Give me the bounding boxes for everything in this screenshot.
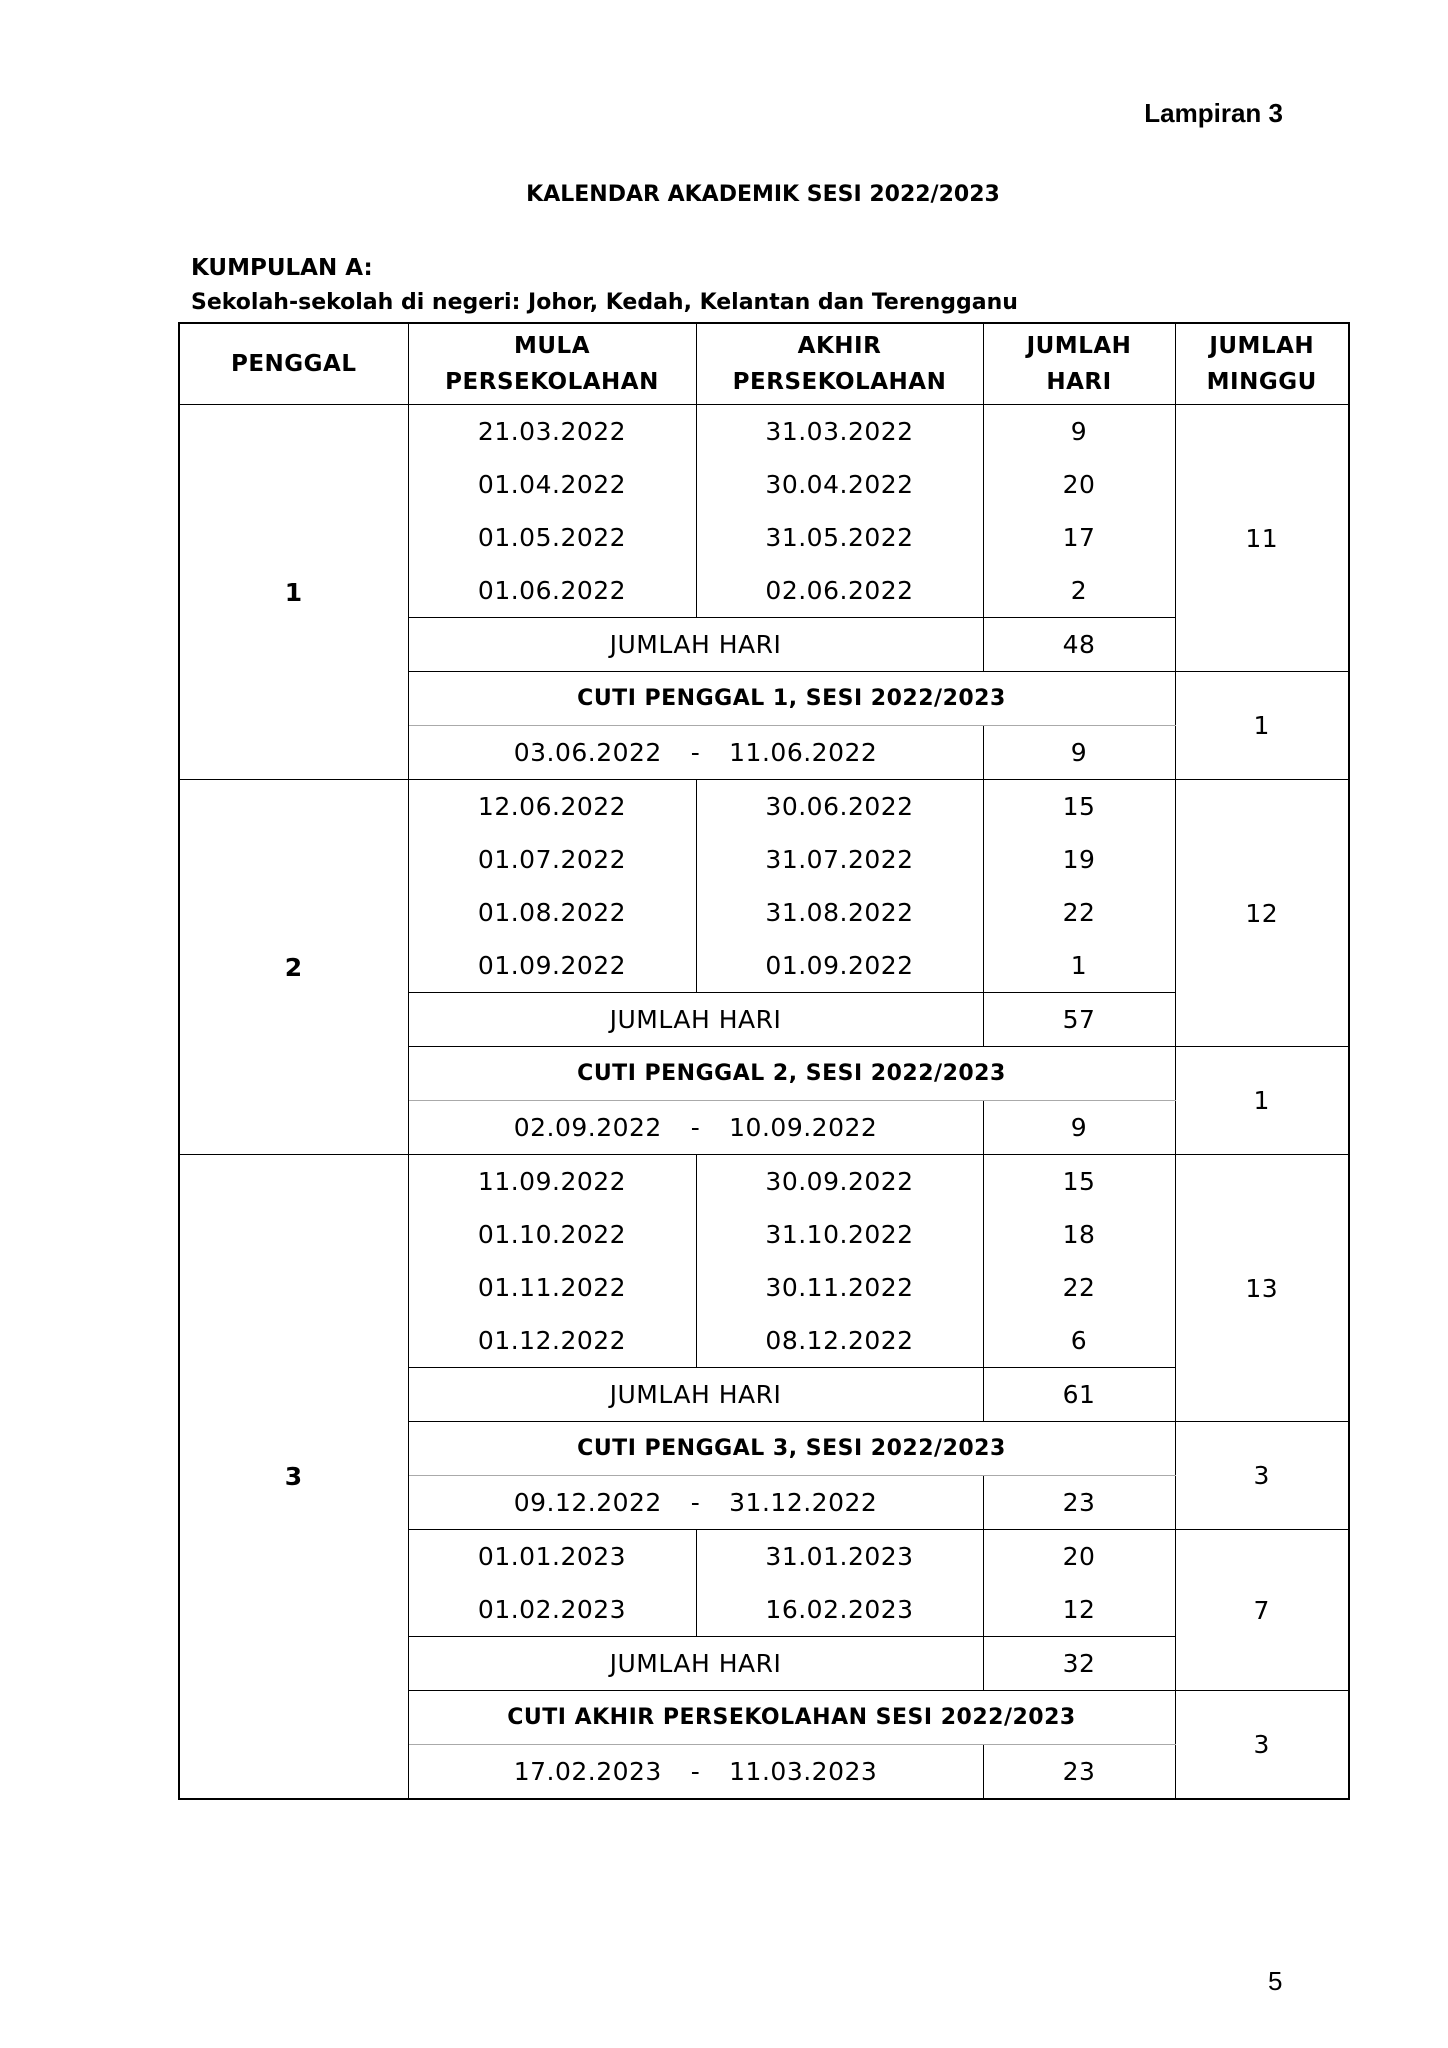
holiday-title: CUTI PENGGAL 1, SESI 2022/2023: [408, 672, 1175, 726]
day-count: 9: [983, 405, 1175, 459]
table-header-row: [179, 323, 1349, 405]
day-count: 12: [983, 1583, 1175, 1637]
start-date: 01.05.2022: [408, 511, 696, 564]
table-row: [179, 1155, 1349, 1209]
day-count: 22: [983, 1261, 1175, 1314]
day-count: 2: [983, 564, 1175, 618]
penggal-number: 1: [179, 405, 408, 780]
total-label: JUMLAH HARI: [408, 1368, 983, 1422]
total-label: JUMLAH HARI: [408, 618, 983, 672]
end-date: 30.09.2022: [696, 1155, 983, 1209]
states-label: Sekolah-sekolah di negeri: Johor, Kedah, Kelantan dan Terengganu: [191, 290, 1018, 315]
holiday-days: 9: [983, 1101, 1175, 1155]
day-count: 18: [983, 1208, 1175, 1261]
total-days: 61: [983, 1368, 1175, 1422]
page-number: 5: [1268, 1966, 1283, 1996]
header-akhir: [696, 323, 983, 405]
holiday-title: CUTI PENGGAL 2, SESI 2022/2023: [408, 1047, 1175, 1101]
penggal-number: 2: [179, 780, 408, 1155]
week-count: 7: [1175, 1530, 1349, 1691]
holiday-date-range: 02.09.2022 - 10.09.2022: [408, 1101, 983, 1155]
header-text: MINGGU: [1206, 369, 1317, 395]
day-count: 15: [983, 1155, 1175, 1209]
day-count: 20: [983, 458, 1175, 511]
header-text: HARI: [1046, 369, 1112, 395]
holiday-weeks: 1: [1175, 672, 1349, 780]
annex-label: Lampiran 3: [1144, 98, 1283, 128]
header-penggal: PENGGAL: [179, 323, 408, 405]
end-date: 30.06.2022: [696, 780, 983, 834]
header-text: JUMLAH: [1209, 333, 1315, 359]
document-title: KALENDAR AKADEMIK SESI 2022/2023: [526, 182, 1000, 207]
end-date: 31.08.2022: [696, 886, 983, 939]
end-date: 30.04.2022: [696, 458, 983, 511]
header-text: AKHIR: [797, 333, 882, 359]
header-jumlah-hari: [983, 323, 1175, 405]
holiday-days: 9: [983, 726, 1175, 780]
holiday-days: 23: [983, 1745, 1175, 1800]
start-date: 01.11.2022: [408, 1261, 696, 1314]
penggal-number: 3: [179, 1155, 408, 1800]
start-date: 11.09.2022: [408, 1155, 696, 1209]
start-date: 01.07.2022: [408, 833, 696, 886]
end-date: 02.06.2022: [696, 564, 983, 618]
end-date: 31.07.2022: [696, 833, 983, 886]
start-date: 01.04.2022: [408, 458, 696, 511]
holiday-weeks: 1: [1175, 1047, 1349, 1155]
holiday-date-range: 03.06.2022 - 11.06.2022: [408, 726, 983, 780]
total-label: JUMLAH HARI: [408, 1637, 983, 1691]
end-date: 31.05.2022: [696, 511, 983, 564]
header-mula: [408, 323, 696, 405]
start-date: 01.06.2022: [408, 564, 696, 618]
holiday-date-range: 17.02.2023 - 11.03.2023: [408, 1745, 983, 1800]
end-date: 31.03.2022: [696, 405, 983, 459]
day-count: 17: [983, 511, 1175, 564]
week-count: 13: [1175, 1155, 1349, 1422]
start-date: 01.01.2023: [408, 1530, 696, 1584]
header-text: PERSEKOLAHAN: [445, 369, 659, 395]
week-count: 12: [1175, 780, 1349, 1047]
start-date: 01.09.2022: [408, 939, 696, 993]
start-date: 01.02.2023: [408, 1583, 696, 1637]
header-text: MULA: [513, 333, 591, 359]
group-label: KUMPULAN A:: [191, 255, 373, 281]
total-label: JUMLAH HARI: [408, 993, 983, 1047]
holiday-weeks: 3: [1175, 1691, 1349, 1800]
end-date: 31.01.2023: [696, 1530, 983, 1584]
day-count: 1: [983, 939, 1175, 993]
header-jumlah-minggu: [1175, 323, 1349, 405]
holiday-days: 23: [983, 1476, 1175, 1530]
end-date: 31.10.2022: [696, 1208, 983, 1261]
total-days: 57: [983, 993, 1175, 1047]
end-date: 08.12.2022: [696, 1314, 983, 1368]
table-row: [179, 405, 1349, 459]
holiday-title: CUTI AKHIR PERSEKOLAHAN SESI 2022/2023: [408, 1691, 1175, 1745]
header-text: JUMLAH: [1026, 333, 1132, 359]
start-date: 21.03.2022: [408, 405, 696, 459]
day-count: 22: [983, 886, 1175, 939]
end-date: 01.09.2022: [696, 939, 983, 993]
week-count: 11: [1175, 405, 1349, 672]
day-count: 19: [983, 833, 1175, 886]
day-count: 20: [983, 1530, 1175, 1584]
day-count: 6: [983, 1314, 1175, 1368]
total-days: 48: [983, 618, 1175, 672]
start-date: 12.06.2022: [408, 780, 696, 834]
holiday-title: CUTI PENGGAL 3, SESI 2022/2023: [408, 1422, 1175, 1476]
start-date: 01.08.2022: [408, 886, 696, 939]
academic-calendar-table: [178, 322, 1350, 1800]
end-date: 16.02.2023: [696, 1583, 983, 1637]
holiday-date-range: 09.12.2022 - 31.12.2022: [408, 1476, 983, 1530]
start-date: 01.10.2022: [408, 1208, 696, 1261]
day-count: 15: [983, 780, 1175, 834]
header-text: PERSEKOLAHAN: [732, 369, 947, 395]
total-days: 32: [983, 1637, 1175, 1691]
table-row: [179, 780, 1349, 834]
start-date: 01.12.2022: [408, 1314, 696, 1368]
end-date: 30.11.2022: [696, 1261, 983, 1314]
holiday-weeks: 3: [1175, 1422, 1349, 1530]
